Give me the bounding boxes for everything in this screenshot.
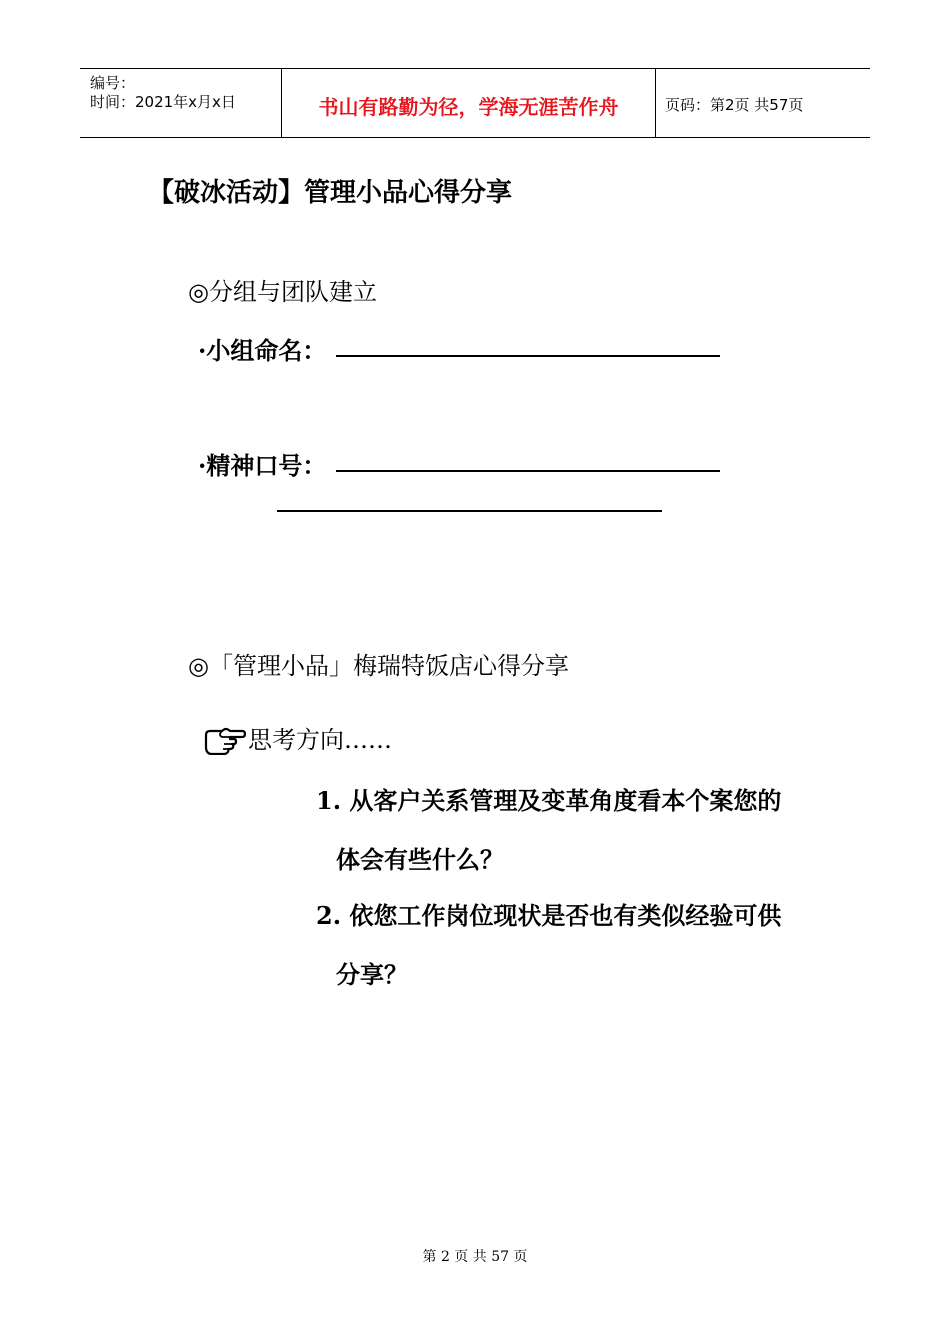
page-footer: 第 2 页 共 57 页 — [422, 1249, 528, 1265]
page-info: 页码：第2页 共57页 — [665, 96, 804, 114]
question-1-line-1: 1. 从客户关系管理及变革角度看本个案您的 — [316, 786, 782, 815]
question-2-line-2: 分享？ — [336, 960, 408, 989]
section-heading-team: ◎分组与团队建立 — [188, 278, 377, 306]
question-1-line-2: 体会有些什么？ — [336, 845, 504, 874]
header-middle-cell — [281, 69, 656, 137]
date-label: 时间：2021年x月x日 — [90, 93, 236, 111]
group-name-label: ·小组命名： — [198, 336, 327, 365]
header-left-cell — [80, 69, 281, 137]
group-name-blank[interactable] — [336, 355, 720, 357]
header-table — [80, 68, 870, 138]
slogan-blank-1[interactable] — [336, 470, 720, 472]
question-2-line-1: 2. 依您工作岗位现状是否也有类似经验可供 — [316, 901, 782, 930]
think-direction — [204, 725, 392, 755]
header-right-cell — [655, 69, 870, 137]
number-label: 编号： — [90, 74, 136, 92]
pointing-hand-icon — [204, 725, 246, 755]
slogan-blank-2[interactable] — [277, 510, 662, 512]
slogan-label: ·精神口号： — [198, 451, 327, 480]
motto: 书山有路勤为径，学海无涯苦作舟 — [318, 95, 619, 119]
think-direction-label: 思考方向…… — [248, 726, 392, 754]
section-heading-case: ◎「管理小品」梅瑞特饭店心得分享 — [188, 652, 569, 680]
page-title: 【破冰活动】管理小品心得分享 — [148, 178, 513, 208]
